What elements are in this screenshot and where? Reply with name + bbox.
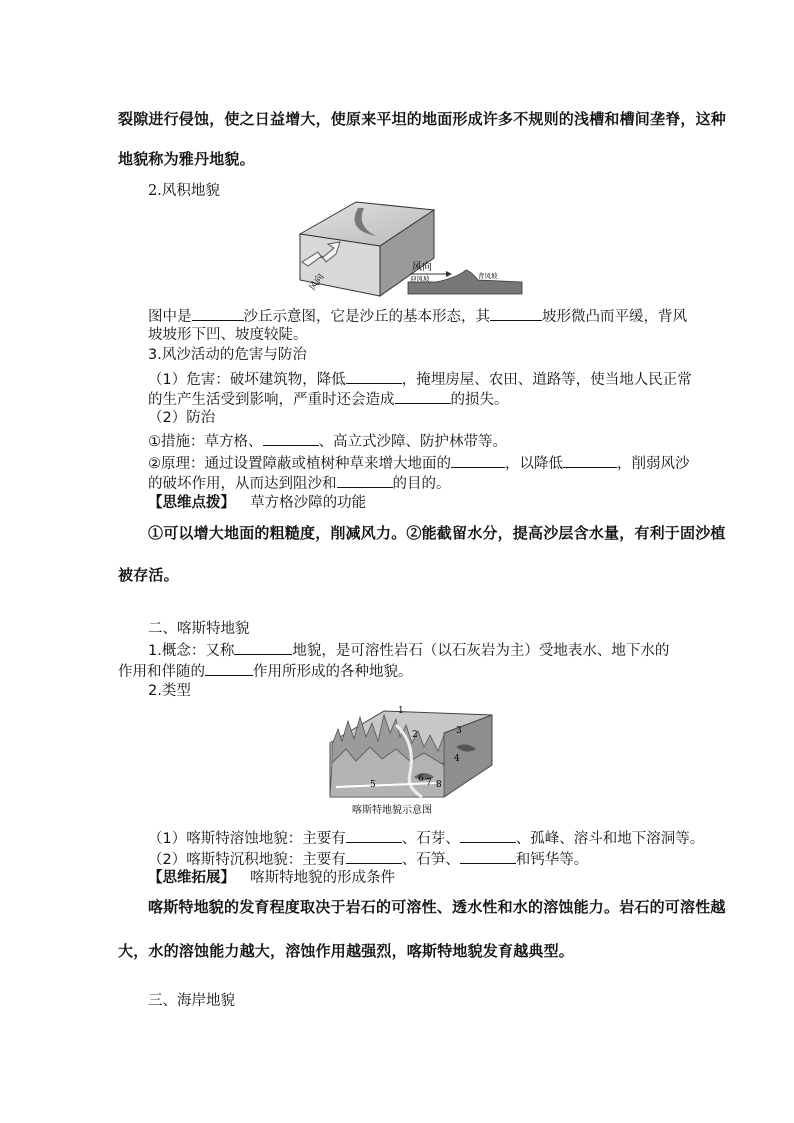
heading-sand-hazard: 3.风沙活动的危害与防治 [148,347,307,363]
answer-blank[interactable] [460,828,516,843]
karst-label-5: 5 [370,780,376,790]
concept-line2: 作用和伴随的 作用所形成的各种地貌。 [118,661,413,681]
karst-type2: （2）喀斯特沉积地貌：主要有 、石笋、 和钙华等。 [148,849,588,869]
tip-text-line2: 被存活。 [118,566,179,584]
extension-heading: 【思维拓展】 喀斯特地貌的形成条件 [148,870,396,886]
leeward-slope-label: 背风坡 [478,272,498,280]
answer-blank[interactable] [346,849,402,864]
wind-label-profile: 风向 [412,262,432,273]
answer-blank[interactable] [337,473,393,488]
measures-line: ①措施：草方格、 、高立式沙障、防护林带等。 [148,431,507,451]
answer-blank[interactable] [451,453,505,468]
karst-type1: （1）喀斯特溶蚀地貌：主要有 、石芽、 、孤峰、溶斗和地下溶洞等。 [148,828,704,848]
answer-blank[interactable] [205,661,253,676]
section-karst: 二、喀斯特地貌 [148,621,250,637]
q-dune-line1: 图中是 沙丘示意图，它是沙丘的基本形态，其 坡形微凸而平缓，背风 [148,306,687,326]
answer-blank[interactable] [346,369,402,384]
tip-heading: 【思维点拨】 草方格沙障的功能 [148,495,367,511]
answer-blank[interactable] [192,306,244,321]
concept-line1: 1.概念：又称 地貌，是可溶性岩石（以石灰岩为主）受地表水、地下水的 [148,640,669,660]
principle-line2: 的破坏作用，从而达到阻沙和 的目的。 [148,473,451,493]
karst-label-8: 8 [436,780,442,790]
answer-blank[interactable] [395,389,451,404]
types-heading: 2.类型 [148,683,191,699]
dune-figure [296,200,536,304]
karst-figure [326,703,496,819]
section-coastal: 三、海岸地貌 [148,993,235,1009]
tip-text-line1: ①可以增大地面的粗糙度，削减风力。②能截留水分，提高沙层含水量，有利于固沙植 [148,524,726,542]
windward-slope-label: 迎风坡 [410,275,430,283]
principle-line1: ②原理：通过设置障蔽或植树种草来增大地面的 ，以降低 ，削弱风沙 [148,453,690,473]
q-dune-line2: 坡坡形下凹、坡度较陡。 [148,327,308,343]
karst-label-4: 4 [454,754,460,764]
answer-blank[interactable] [563,453,617,468]
karst-figure-caption: 喀斯特地貌示意图 [352,805,432,816]
extension-text-line2: 大，水的溶蚀能力越大，溶蚀作用越强烈，喀斯特地貌发育越典型。 [118,942,575,960]
yardang-para-line1: 裂隙进行侵蚀，使之日益增大，使原来平坦的地面形成许多不规则的浅槽和槽间垄脊，这种 [118,110,727,128]
karst-label-7: 7 [426,778,432,788]
wind-label-block: 风向 [308,272,327,293]
karst-label-1: 1 [398,706,404,716]
answer-blank[interactable] [234,640,292,655]
karst-label-2: 2 [412,730,418,740]
answer-blank[interactable] [460,849,516,864]
prevention-heading: （2）防治 [148,410,216,426]
heading-aeolian-deposition: 2.风积地貌 [148,183,220,199]
extension-text-line1: 喀斯特地貌的发育程度取决于岩石的可溶性、透水性和水的溶蚀能力。岩石的可溶性越 [148,898,726,916]
yardang-para-line2: 地貌称为雅丹地貌。 [118,150,255,168]
hazard-line1: （1）危害：破坏建筑物，降低 ，掩埋房屋、农田、道路等，使当地人民正常 [148,369,692,389]
karst-label-6: 6 [418,774,424,784]
hazard-line2: 的生产生活受到影响，严重时还会造成 的损失。 [148,389,509,409]
answer-blank[interactable] [263,431,319,446]
answer-blank[interactable] [490,306,542,321]
karst-label-3: 3 [456,726,462,736]
answer-blank[interactable] [346,828,402,843]
